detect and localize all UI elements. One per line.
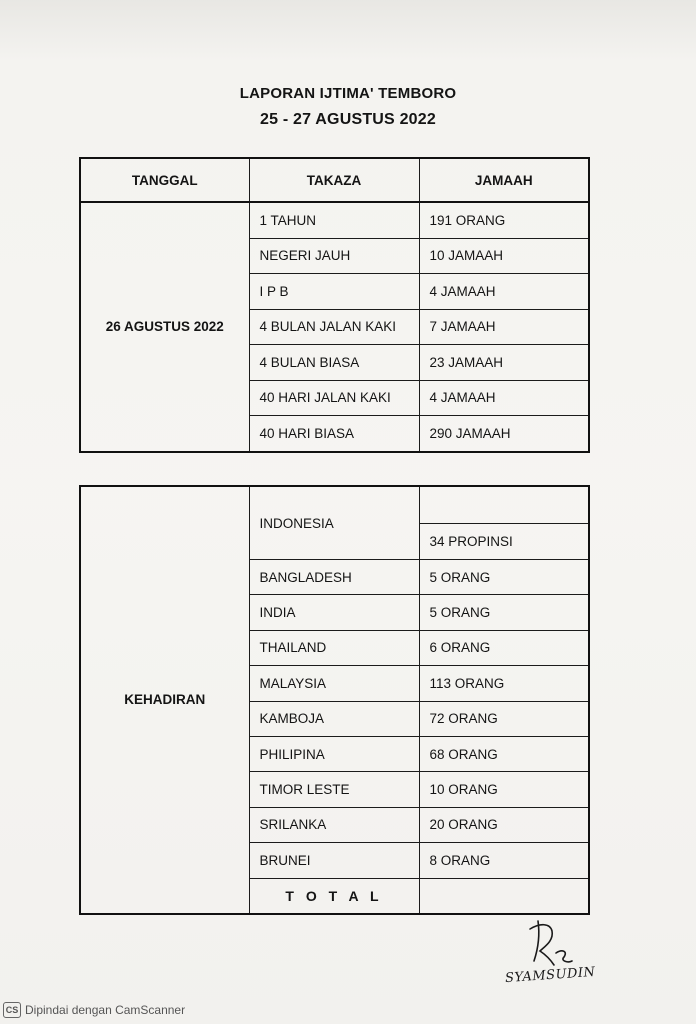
total-label: T O T A L [249, 878, 419, 914]
takaza-cell: 4 BULAN JALAN KAKI [249, 309, 419, 345]
takaza-cell: 4 BULAN BIASA [249, 345, 419, 381]
count-cell: 72 ORANG [419, 701, 589, 736]
jamaah-cell: 4 JAMAAH [419, 380, 589, 416]
country-cell: SRILANKA [249, 807, 419, 842]
count-cell: 8 ORANG [419, 843, 589, 878]
count-cell: 10 ORANG [419, 772, 589, 807]
jamaah-cell: 4 JAMAAH [419, 274, 589, 310]
count-cell: 5 ORANG [419, 560, 589, 595]
camscanner-logo-icon: CS [3, 1002, 21, 1018]
total-value [419, 878, 589, 914]
country-cell: BANGLADESH [249, 560, 419, 595]
kehadiran-table [79, 485, 590, 915]
country-cell: THAILAND [249, 630, 419, 665]
jamaah-cell: 191 ORANG [419, 202, 589, 238]
report-title: LAPORAN IJTIMA' TEMBORO [239, 85, 457, 102]
count-cell: 68 ORANG [419, 736, 589, 771]
takaza-table [79, 157, 590, 453]
jamaah-cell: 23 JAMAAH [419, 345, 589, 381]
count-cell: 5 ORANG [419, 595, 589, 630]
country-cell: BRUNEI [249, 843, 419, 878]
takaza-cell: 1 TAHUN [249, 202, 419, 238]
header-takaza: TAKAZA [249, 158, 419, 202]
takaza-cell: 40 HARI BIASA [249, 416, 419, 452]
jamaah-cell: 10 JAMAAH [419, 238, 589, 274]
country-cell: MALAYSIA [249, 666, 419, 701]
jamaah-cell: 7 JAMAAH [419, 309, 589, 345]
tanggal-cell: 26 AGUSTUS 2022 [80, 202, 249, 452]
table-row [80, 486, 589, 524]
jamaah-cell: 290 JAMAAH [419, 416, 589, 452]
table-header-row [80, 158, 589, 202]
count-cell: 6 ORANG [419, 630, 589, 665]
country-cell: TIMOR LESTE [249, 772, 419, 807]
takaza-cell: NEGERI JAUH [249, 238, 419, 274]
takaza-cell: 40 HARI JALAN KAKI [249, 380, 419, 416]
signature-name: SYAMSUDIN [504, 964, 596, 987]
country-cell: INDIA [249, 595, 419, 630]
country-cell: KAMBOJA [249, 701, 419, 736]
count-cell: 20 ORANG [419, 807, 589, 842]
count-cell [419, 486, 589, 524]
country-cell: PHILIPINA [249, 736, 419, 771]
header-jamaah: JAMAAH [419, 158, 589, 202]
kehadiran-label: KEHADIRAN [80, 486, 249, 914]
country-cell: INDONESIA [249, 486, 419, 560]
report-date-range: 25 - 27 AGUSTUS 2022 [260, 111, 436, 128]
header-tanggal: TANGGAL [80, 158, 249, 202]
table-row [80, 202, 589, 238]
signature-stroke [530, 921, 572, 965]
count-cell: 113 ORANG [419, 666, 589, 701]
footer-text: Dipindai dengan CamScanner [25, 1003, 186, 1017]
count-cell: 34 PROPINSI [419, 524, 589, 560]
scanner-footer [3, 1002, 185, 1018]
takaza-cell: I P B [249, 274, 419, 310]
